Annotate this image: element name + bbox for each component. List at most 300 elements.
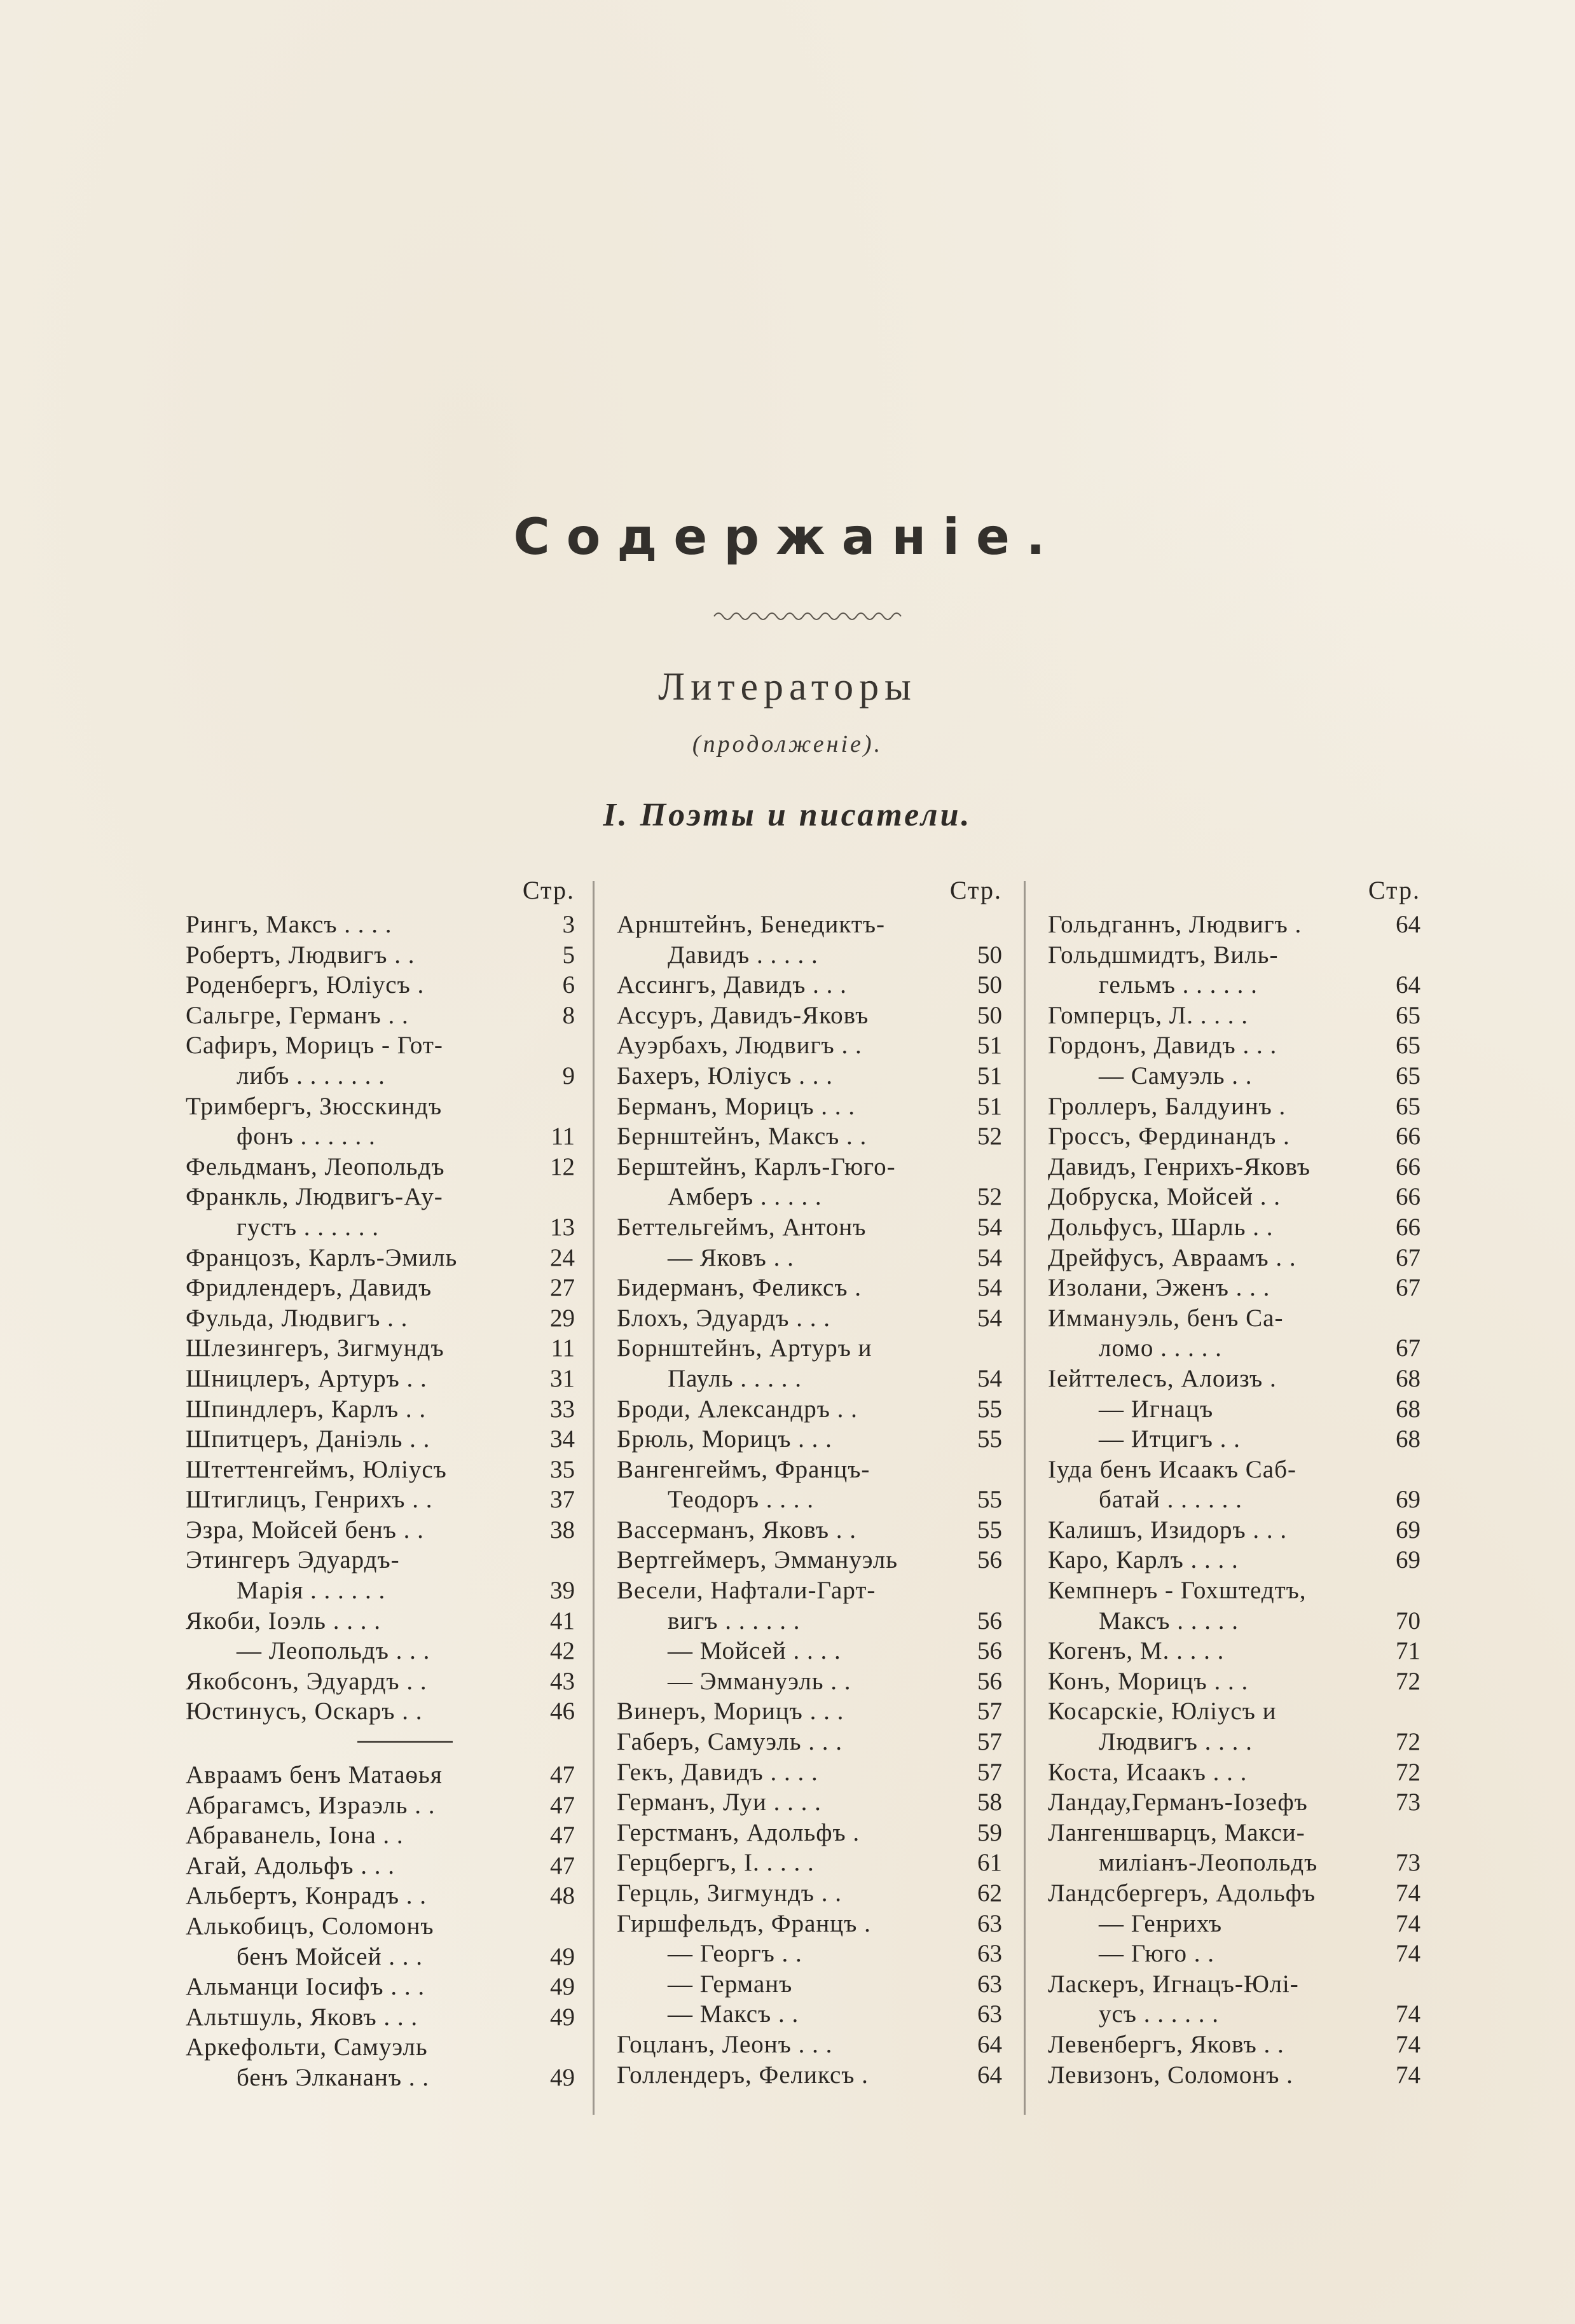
toc-entry-text: Этингеръ Эдуардъ- [186,1546,400,1574]
toc-page-number: 73 [1396,1788,1420,1816]
toc-entry-text: гельмъ . . . . . . [1099,971,1258,999]
toc-entry-text: Ауэрбахъ, Людвигъ . . [617,1032,862,1060]
toc-page-number: 65 [1396,1062,1420,1089]
toc-entry-text: Гроллеръ, Балдуинъ . [1048,1092,1286,1120]
toc-entry-text: Штиглицъ, Генрихъ . . [186,1486,433,1514]
toc-page-number: 67 [1396,1274,1420,1302]
toc-entry-text: Броди, Александръ . . [617,1395,858,1423]
toc-entry [186,1030,575,1061]
toc-entry-text: Авраамъ бенъ Матаѳья [186,1761,443,1789]
toc-page-number: 67 [1396,1334,1420,1362]
toc-entry-text: Амберъ . . . . . [668,1183,822,1211]
toc-entry [617,1000,1002,1031]
toc-entry [1048,1484,1420,1515]
toc-page-number: 56 [977,1667,1002,1695]
toc-entry [1048,1575,1420,1606]
toc-entry [1048,1939,1420,1969]
toc-page-number: 69 [1396,1546,1420,1574]
toc-entry [1048,910,1420,940]
toc-entry-text: Гоцланъ, Леонъ . . . [617,2030,833,2058]
toc-entry-text: Альтшуль, Яковъ . . . [186,2003,418,2031]
toc-entry-text: — Гюго . . [1099,1940,1215,1968]
toc-entry [1048,2030,1420,2060]
toc-entry-text: Брюль, Морицъ . . . [617,1425,832,1453]
toc-page-number: 55 [977,1486,1002,1514]
toc-entry [1048,2060,1420,2091]
toc-entry [186,1303,575,1334]
toc-entry-text: Агай, Адольфъ . . . [186,1851,395,1879]
toc-entry [1048,1696,1420,1727]
toc-entry-text: густъ . . . . . . [237,1213,380,1241]
toc-page-number: 39 [550,1577,575,1605]
toc-page-number: 24 [550,1243,575,1271]
toc-page-number: 55 [977,1516,1002,1544]
toc-entry [617,970,1002,1000]
toc-entry-text: бенъ Элкананъ . . [237,2063,430,2091]
toc-page-number: 74 [1396,1940,1420,1968]
toc-entry-text: Ассуръ, Давидъ-Яковъ [617,1001,869,1029]
toc-page-number: 59 [977,1818,1002,1846]
toc-page-number: 63 [977,1970,1002,1998]
toc-entry-text: Абрагамсъ, Израэль . . [186,1791,436,1819]
toc-entry-text: — Леопольдъ . . . [237,1637,430,1665]
toc-entry [617,1969,1002,2000]
toc-page-number: 51 [977,1092,1002,1120]
toc-page-number: 74 [1396,2061,1420,2089]
toc-entry-text: Давидъ . . . . . [668,941,818,969]
toc-entry-text: Гекъ, Давидъ . . . . [617,1758,818,1786]
toc-page-number: 5 [562,941,575,969]
toc-entry-text: Бернштейнъ, Максъ . . [617,1123,867,1151]
toc-entry [617,1121,1002,1152]
toc-page-number: 54 [977,1274,1002,1302]
toc-entry [617,1545,1002,1575]
toc-entry-text: Бахеръ, Юліусъ . . . [617,1062,834,1089]
toc-entry [617,1243,1002,1273]
toc-entry [617,1303,1002,1334]
toc-entry-text: Гордонъ, Давидъ . . . [1048,1032,1277,1060]
toc-page-number: 54 [977,1213,1002,1241]
subtitle: Литераторы [658,665,917,709]
toc-entry [617,1696,1002,1727]
toc-entry-text: Теодоръ . . . . [668,1486,815,1514]
toc-page-number: 63 [977,1909,1002,1937]
toc-page-number: 61 [977,1849,1002,1877]
toc-entry [617,940,1002,971]
toc-page-number: 50 [977,1001,1002,1029]
subtitle-note: (продолженіе). [692,731,883,757]
toc-entry-text: Рингъ, Максъ . . . . [186,911,392,938]
toc-entry-text: Гольдганнъ, Людвигъ . [1048,911,1302,938]
toc-page-number: 31 [550,1364,575,1392]
toc-entry [186,1942,575,1972]
toc-entry-text: Ландсбергеръ, Адольфъ [1048,1879,1316,1907]
toc-page-number: 35 [550,1455,575,1483]
toc-entry [617,1636,1002,1666]
toc-entry [186,2063,575,2093]
toc-entry-text: Ласкеръ, Игнацъ-Юлі- [1048,1970,1299,1998]
toc-entry [186,1394,575,1425]
toc-entry [186,1606,575,1636]
toc-page-number: 54 [977,1304,1002,1332]
toc-entry-text: Гиршфельдъ, Францъ . [617,1909,871,1937]
toc-entry-text: Дольфусъ, Шарль . . [1048,1213,1274,1241]
toc-entry-text: батай . . . . . . [1099,1486,1242,1514]
toc-entry-text: Блохъ, Эдуардъ . . . [617,1304,830,1332]
toc-entry-text: Коста, Исаакъ . . . [1048,1758,1248,1786]
toc-entry-text: Франкль, Людвигъ-Ау- [186,1183,443,1211]
toc-entry [186,1575,575,1606]
toc-entry [617,1182,1002,1212]
toc-page-number: 66 [1396,1123,1420,1151]
toc-entry-text: Лангеншварцъ, Макси- [1048,1818,1305,1846]
toc-entry [617,1878,1002,1909]
toc-entry [186,1636,575,1666]
toc-entry [186,1911,575,1942]
toc-entry-text: либъ . . . . . . . [237,1062,385,1089]
toc-entry-text: Іуда бенъ Исаакъ Саб- [1048,1455,1296,1483]
toc-page-number: 68 [1396,1425,1420,1453]
toc-entry [186,1212,575,1243]
toc-page-number: 64 [1396,911,1420,938]
toc-page-number: 47 [550,1761,575,1789]
toc-entry-text: бенъ Мойсей . . . [237,1942,423,1970]
toc-page-number: 48 [550,1882,575,1910]
toc-entry-text: вигъ . . . . . . [668,1607,801,1635]
separator-rule [357,1741,453,1743]
toc-page-number: 74 [1396,2000,1420,2028]
toc-page-number: 65 [1396,1001,1420,1029]
toc-entry [1048,1243,1420,1273]
toc-page-number: 73 [1396,1849,1420,1877]
toc-entry-text: Фельдманъ, Леопольдъ [186,1152,445,1180]
toc-entry-text: Арнштейнъ, Бенедиктъ- [617,911,886,938]
toc-entry [617,1909,1002,1939]
toc-entry [1048,1273,1420,1303]
toc-entry-text: ломо . . . . . [1099,1334,1222,1362]
toc-entry-text: миліанъ-Леопольдъ [1099,1849,1318,1877]
toc-entry-text: Беттельгеймъ, Антонъ [617,1213,867,1241]
toc-entry-text: Когенъ, М. . . . . [1048,1637,1225,1665]
toc-entry-text: Максъ . . . . . [1099,1607,1239,1635]
toc-entry-text: Габеръ, Самуэль . . . [617,1728,843,1756]
toc-entry [186,1364,575,1394]
toc-entry [186,1881,575,1911]
toc-page-number: 51 [977,1062,1002,1089]
toc-page-number: 49 [550,1973,575,2001]
toc-entry-text: Алькобицъ, Соломонъ [186,1912,434,1940]
toc-entry [186,1424,575,1455]
toc-rows [617,910,1002,2090]
toc-page-number: 72 [1396,1667,1420,1695]
toc-entry [186,910,575,940]
toc-entry [1048,1121,1420,1152]
toc-entry [1048,1212,1420,1243]
toc-entry [1048,1364,1420,1394]
toc-entry-text: фонъ . . . . . . [237,1123,376,1151]
toc-page-number: 54 [977,1364,1002,1392]
toc-page-number: 68 [1396,1364,1420,1392]
toc-page-number: 38 [550,1516,575,1544]
toc-page-number: 41 [550,1607,575,1635]
toc-column-2 [617,871,1002,2090]
toc-entry-text: Альбертъ, Конрадъ . . [186,1882,427,1910]
toc-entry [186,1760,575,1790]
toc-column-1 [186,871,575,2093]
toc-page-number: 66 [1396,1152,1420,1180]
toc-page-number: 49 [550,2003,575,2031]
toc-entry-text: Фульда, Людвигъ . . [186,1304,408,1332]
toc-entry-text: Эзра, Мойсей бенъ . . [186,1516,424,1544]
toc-entry-text: Калишъ, Изидоръ . . . [1048,1516,1288,1544]
toc-entry [186,1152,575,1182]
toc-entry [617,1606,1002,1636]
toc-entry [186,1666,575,1697]
toc-page-number: 65 [1396,1032,1420,1060]
toc-entry [186,1243,575,1273]
toc-entry [1048,1878,1420,1909]
toc-entry [186,1515,575,1546]
toc-entry-text: Фридлендеръ, Давидъ [186,1274,432,1302]
toc-entry [1048,1909,1420,1939]
toc-entry [1048,1152,1420,1182]
toc-entry-text: — Яковъ . . [668,1243,794,1271]
toc-page-number: 29 [550,1304,575,1332]
wavy-ornament-divider [711,607,902,624]
toc-entry [186,1545,575,1575]
toc-entry [617,1394,1002,1425]
toc-entry-text: Вассерманъ, Яковъ . . [617,1516,856,1544]
toc-entry [617,1273,1002,1303]
toc-entry-text: Герцбергъ, І. . . . . [617,1849,815,1877]
toc-entry-text: Герцль, Зигмундъ . . [617,1879,842,1907]
toc-entry-text: Абраванель, Іона . . [186,1822,404,1850]
toc-page-number: 6 [562,971,575,999]
toc-entry-text: Якобсонъ, Эдуардъ . . [186,1667,427,1695]
toc-entry [186,2032,575,2063]
toc-page-number: 74 [1396,2030,1420,2058]
toc-entry [617,1939,1002,1969]
toc-entry-text: Давидъ, Генрихъ-Яковъ [1048,1152,1311,1180]
toc-entry-text: Бидерманъ, Феликсъ . [617,1274,862,1302]
toc-entry-text: Берманъ, Морицъ . . . [617,1092,855,1120]
page-column-header: Стр. [1368,876,1420,904]
toc-entry-text: Тримбергъ, Зюсскиндъ [186,1092,443,1120]
toc-entry-text: Добруска, Мойсей . . [1048,1183,1281,1211]
toc-entry [617,1515,1002,1546]
toc-entry [1048,1666,1420,1697]
toc-entry [186,970,575,1000]
toc-entry [617,1575,1002,1606]
toc-entry-text: Пауль . . . . . [668,1364,802,1392]
toc-page-number: 3 [562,911,575,938]
toc-entry [186,1790,575,1821]
toc-page-number: 62 [977,1879,1002,1907]
page-column-header: Стр. [949,876,1002,904]
toc-entry [617,1091,1002,1122]
toc-page-number: 64 [1396,971,1420,999]
toc-entry [617,1848,1002,1878]
toc-page-number: 42 [550,1637,575,1665]
toc-page-number: 49 [550,2063,575,2091]
toc-page-number: 27 [550,1274,575,1302]
section-separator [186,1727,575,1760]
toc-entry-text: Ландау,Германъ-Іозефъ [1048,1788,1308,1816]
toc-entry [1048,1727,1420,1757]
toc-entry [1048,1424,1420,1455]
toc-page-number: 9 [562,1062,575,1089]
toc-entry [186,1851,575,1881]
toc-page-number: 66 [1396,1183,1420,1211]
toc-entry-text: — Эммануэль . . [668,1667,851,1695]
toc-entry [186,1182,575,1212]
toc-entry [1048,1303,1420,1334]
toc-entry [186,1121,575,1152]
toc-page-number: 56 [977,1546,1002,1574]
toc-entry [1048,1515,1420,1546]
toc-entry [617,1061,1002,1091]
toc-entry-text: Левенбергъ, Яковъ . . [1048,2030,1284,2058]
toc-page-number: 52 [977,1123,1002,1151]
toc-page-number: 67 [1396,1243,1420,1271]
toc-column-3 [1048,871,1420,2090]
toc-entry [1048,1818,1420,1848]
toc-entry-text: Аркефольти, Самуэль [186,2033,428,2061]
toc-entry [617,1030,1002,1061]
toc-rows [1048,910,1420,2090]
toc-page-number: 49 [550,1942,575,1970]
toc-entry [617,1666,1002,1697]
section-heading: I. Поэты и писатели. [603,797,972,833]
toc-page-number: 12 [550,1152,575,1180]
toc-entry-text: Винеръ, Морицъ . . . [617,1698,844,1726]
toc-page-number: 11 [551,1123,575,1151]
toc-entry-text: Германъ, Луи . . . . [617,1788,822,1816]
toc-entry [1048,1999,1420,2030]
toc-entry [617,1455,1002,1485]
toc-entry-text: Людвигъ . . . . [1099,1728,1253,1756]
toc-entry [186,940,575,971]
toc-page-number: 51 [977,1032,1002,1060]
toc-entry [617,1787,1002,1818]
toc-entry-text: Кемпнеръ - Гохштедтъ, [1048,1577,1307,1605]
toc-entry-text: — Самуэль . . [1099,1062,1253,1089]
toc-entry-text: Дрейфусъ, Авраамъ . . [1048,1243,1296,1271]
toc-entry-text: Каро, Карлъ . . . . [1048,1546,1239,1574]
toc-entry [1048,1333,1420,1364]
toc-page-number: 54 [977,1243,1002,1271]
toc-entry-text: Берштейнъ, Карлъ-Гюго- [617,1152,896,1180]
toc-entry [1048,1455,1420,1485]
toc-entry [617,2030,1002,2060]
page-column-header: Стр. [522,876,575,904]
toc-page-number: 65 [1396,1092,1420,1120]
toc-entry [617,1212,1002,1243]
toc-page-number: 69 [1396,1486,1420,1514]
toc-page-number: 11 [551,1334,575,1362]
toc-entry [186,1696,575,1727]
toc-entry-text: Сальгре, Германъ . . [186,1001,409,1029]
toc-page-number: 57 [977,1698,1002,1726]
toc-entry-text: Шницлеръ, Артуръ . . [186,1364,427,1392]
toc-entry-text: — Георгъ . . [668,1940,802,1968]
column-divider [593,881,595,2115]
toc-page-number: 57 [977,1728,1002,1756]
toc-entry [617,1757,1002,1788]
toc-page-number: 33 [550,1395,575,1423]
toc-entry-text: Вертгеймеръ, Эммануэль [617,1546,898,1574]
toc-page-number: 43 [550,1667,575,1695]
toc-entry-text: Гольдшмидтъ, Виль- [1048,941,1279,969]
toc-page-number: 64 [977,2061,1002,2089]
toc-entry [186,1820,575,1851]
toc-entry [186,1484,575,1515]
toc-page-number: 72 [1396,1728,1420,1756]
toc-entry-text: — Итцигъ . . [1099,1425,1241,1453]
toc-entry-text: Конъ, Морицъ . . . [1048,1667,1249,1695]
toc-entry-text: Гомперцъ, Л. . . . . [1048,1001,1248,1029]
toc-page-number: 47 [550,1822,575,1850]
toc-entry [186,1000,575,1031]
toc-entry [186,2002,575,2033]
toc-entry-text: Сафиръ, Морицъ - Гот- [186,1032,443,1060]
toc-entry-text: Якоби, Іоэль . . . . [186,1607,381,1635]
toc-entry [186,1061,575,1091]
toc-entry-text: — Максъ . . [668,2000,799,2028]
toc-page-number: 74 [1396,1879,1420,1907]
toc-entry [617,2060,1002,2091]
toc-page-number: 50 [977,971,1002,999]
toc-entry-text: Альманци Іосифъ . . . [186,1973,425,2001]
toc-entry [1048,940,1420,971]
toc-entry-text: Шпитцеръ, Даніэль . . [186,1425,430,1453]
toc-entry [1048,1636,1420,1666]
toc-entry-text: Гроссъ, Фердинандъ . [1048,1123,1290,1151]
toc-entry-text: Иммануэль, бенъ Са- [1048,1304,1284,1332]
toc-page-number: 74 [1396,1909,1420,1937]
toc-entry [1048,1030,1420,1061]
toc-page-number: 72 [1396,1758,1420,1786]
toc-entry [186,1333,575,1364]
toc-entry [186,1091,575,1122]
toc-entry-text: Іейттелесъ, Алоизъ . [1048,1364,1277,1392]
toc-entry-text: Робертъ, Людвигъ . . [186,941,415,969]
toc-entry [617,1152,1002,1182]
toc-page-number: 57 [977,1758,1002,1786]
toc-entry-text: Изолани, Эженъ . . . [1048,1274,1270,1302]
toc-page-number: 63 [977,1940,1002,1968]
page-title: Содержаніе. [513,509,1062,566]
toc-entry [617,1999,1002,2030]
toc-entry-text: Францозъ, Карлъ-Эмиль [186,1243,458,1271]
toc-page-number: 68 [1396,1395,1420,1423]
toc-rows [186,910,575,2093]
toc-entry-text: Вангенгеймъ, Францъ- [617,1455,870,1483]
toc-page-number: 64 [977,2030,1002,2058]
toc-entry-text: — Мойсей . . . . [668,1637,841,1665]
toc-entry [1048,1394,1420,1425]
toc-entry [1048,1000,1420,1031]
toc-page-number: 47 [550,1791,575,1819]
toc-entry [1048,1757,1420,1788]
toc-page-number: 56 [977,1607,1002,1635]
toc-entry-text: Роденбергъ, Юліусъ . [186,971,425,999]
toc-page-number: 69 [1396,1516,1420,1544]
toc-entry [617,1727,1002,1757]
toc-entry [1048,1606,1420,1636]
toc-page-number: 55 [977,1425,1002,1453]
toc-entry [617,1424,1002,1455]
